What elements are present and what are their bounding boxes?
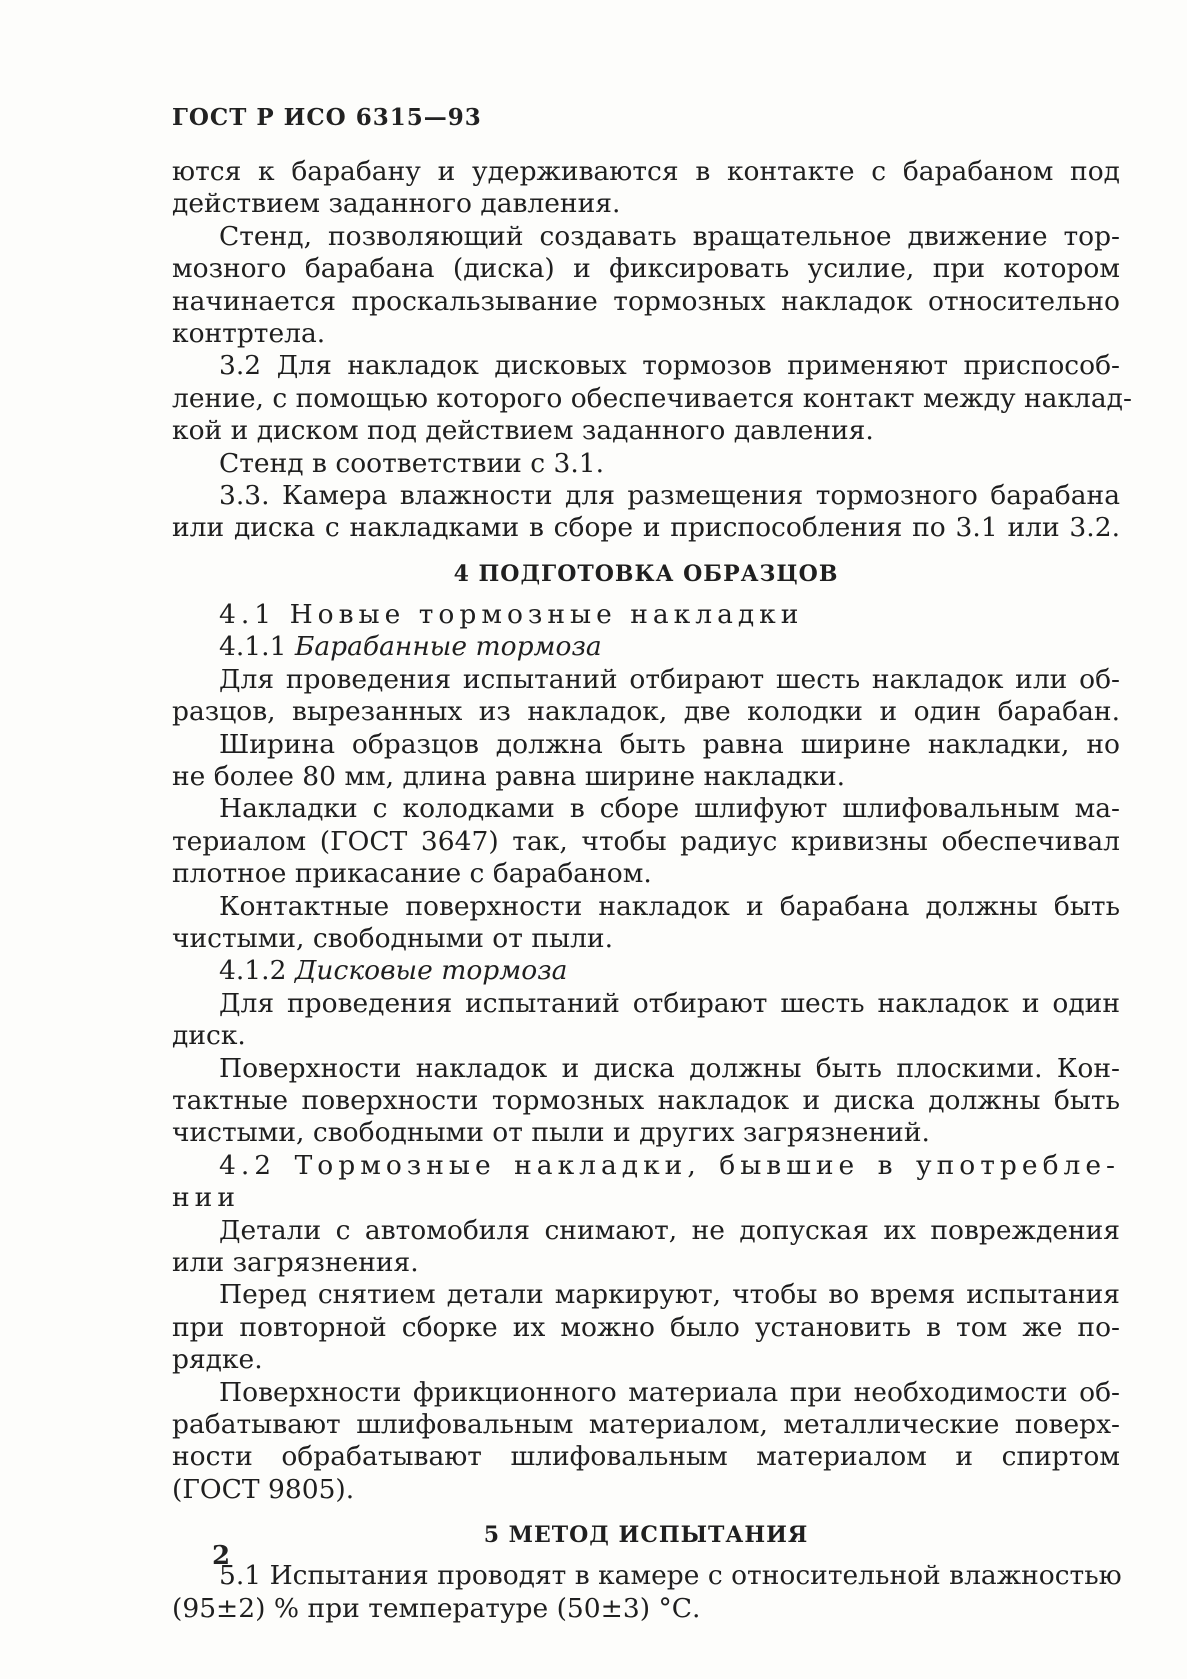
text-line: плотное прикасание с барабаном. [172, 858, 652, 890]
text-line: рабатывают шлифовальным материалом, металлические поверх- [172, 1409, 1120, 1441]
text-line: Перед снятием детали маркируют, чтобы во время испытания [219, 1279, 1120, 1311]
text-line: тактные поверхности тормозных накладок и диска должны быть [172, 1084, 1120, 1116]
text-line: или загрязнения. [172, 1247, 419, 1278]
text-line: контртела. [172, 318, 326, 350]
text-line: териалом (ГОСТ 3647) так, чтобы радиус кривизны обеспечивал [172, 825, 1120, 857]
section-heading-4: 4 ПОДГОТОВКА ОБРАЗЦОВ [453, 560, 839, 587]
text-line: Поверхности накладок и диска должны быть плоскими. Кон- [219, 1052, 1120, 1084]
document-header: ГОСТ Р ИСО 6315—93 [172, 104, 482, 131]
text-line: при повторной сборке их можно было установить в том же по- [172, 1311, 1120, 1343]
subsection-title: Дисковые тормоза [294, 955, 568, 987]
subsection-4-1-1 [172, 631, 1120, 663]
subsection-4-2: 4.2 Тормозные накладки, бывшие в употребле- [219, 1149, 1120, 1181]
subsection-number: 4.1.1 [219, 631, 287, 663]
text-line: начинается проскальзывание тормозных накладок относительно [172, 285, 1120, 317]
text-line: ются к барабану и удерживаются в контакте с барабаном под [172, 156, 1120, 187]
page-number: 2 [212, 1541, 231, 1571]
text-line: чистыми, свободными от пыли и других загрязнений. [172, 1117, 930, 1149]
text-line: Накладки с колодками в сборе шлифуют шлифовальным ма- [219, 793, 1120, 825]
text-line: мозного барабана (диска) и фиксировать усилие, при котором [172, 253, 1120, 285]
text-line: Стенд, позволяющий создавать вращательное движение тор- [219, 220, 1120, 252]
text-line: или диска с накладками в сборе и приспособления по 3.1 или 3.2. [172, 512, 1120, 544]
text-line: (ГОСТ 9805). [172, 1473, 355, 1505]
text-line: ление, с помощью которого обеспечивается контакт между наклад- [172, 382, 1132, 414]
text-line: Для проведения испытаний отбирают шесть накладок и один [219, 987, 1120, 1019]
text-line: Детали с автомобиля снимают, не допуская их повреждения [219, 1214, 1120, 1246]
text-line: рядке. [172, 1344, 263, 1376]
text-line: не более 80 мм, длина равна ширине накладки. [172, 760, 846, 792]
text-line: Для проведения испытаний отбирают шесть накладок или об- [219, 663, 1120, 695]
text-line: чистыми, свободными от пыли. [172, 922, 614, 954]
text-line: 3.2 Для накладок дисковых тормозов применяют приспособ- [219, 350, 1120, 382]
text-line: Контактные поверхности накладок и барабана должны быть [219, 890, 1120, 922]
subsection-4-2-cont: нии [172, 1182, 240, 1214]
text-line: кой и диском под действием заданного давления. [172, 415, 874, 447]
text-line: ности обрабатывают шлифовальным материалом и спиртом [172, 1441, 1120, 1473]
text-line: 5.1 Испытания проводят в камере с относительной влажностью [219, 1560, 1122, 1592]
text-line: Ширина образцов должна быть равна ширине накладки, но [219, 728, 1120, 760]
document-body [172, 156, 1132, 1625]
section-heading-5: 5 МЕТОД ИСПЫТАНИЯ [483, 1522, 809, 1549]
subsection-title: Барабанные тормоза [294, 631, 602, 663]
text-line: диск. [172, 1020, 246, 1052]
text-line: Поверхности фрикционного материала при необходимости об- [219, 1376, 1120, 1408]
text-line: (95±2) % при температуре (50±3) °С. [172, 1592, 701, 1624]
subsection-number: 4.1.2 [219, 955, 287, 987]
text-line: разцов, вырезанных из накладок, две колодки и один барабан. [172, 696, 1120, 728]
text-line: Стенд в соответствии с 3.1. [219, 447, 605, 479]
text-line: 3.3. Камера влажности для размещения тормозного барабана [219, 480, 1120, 512]
text-line: действием заданного давления. [172, 188, 621, 220]
subsection-4-1-2 [172, 955, 1120, 987]
subsection-4-1: 4.1 Новые тормозные накладки [219, 598, 804, 630]
